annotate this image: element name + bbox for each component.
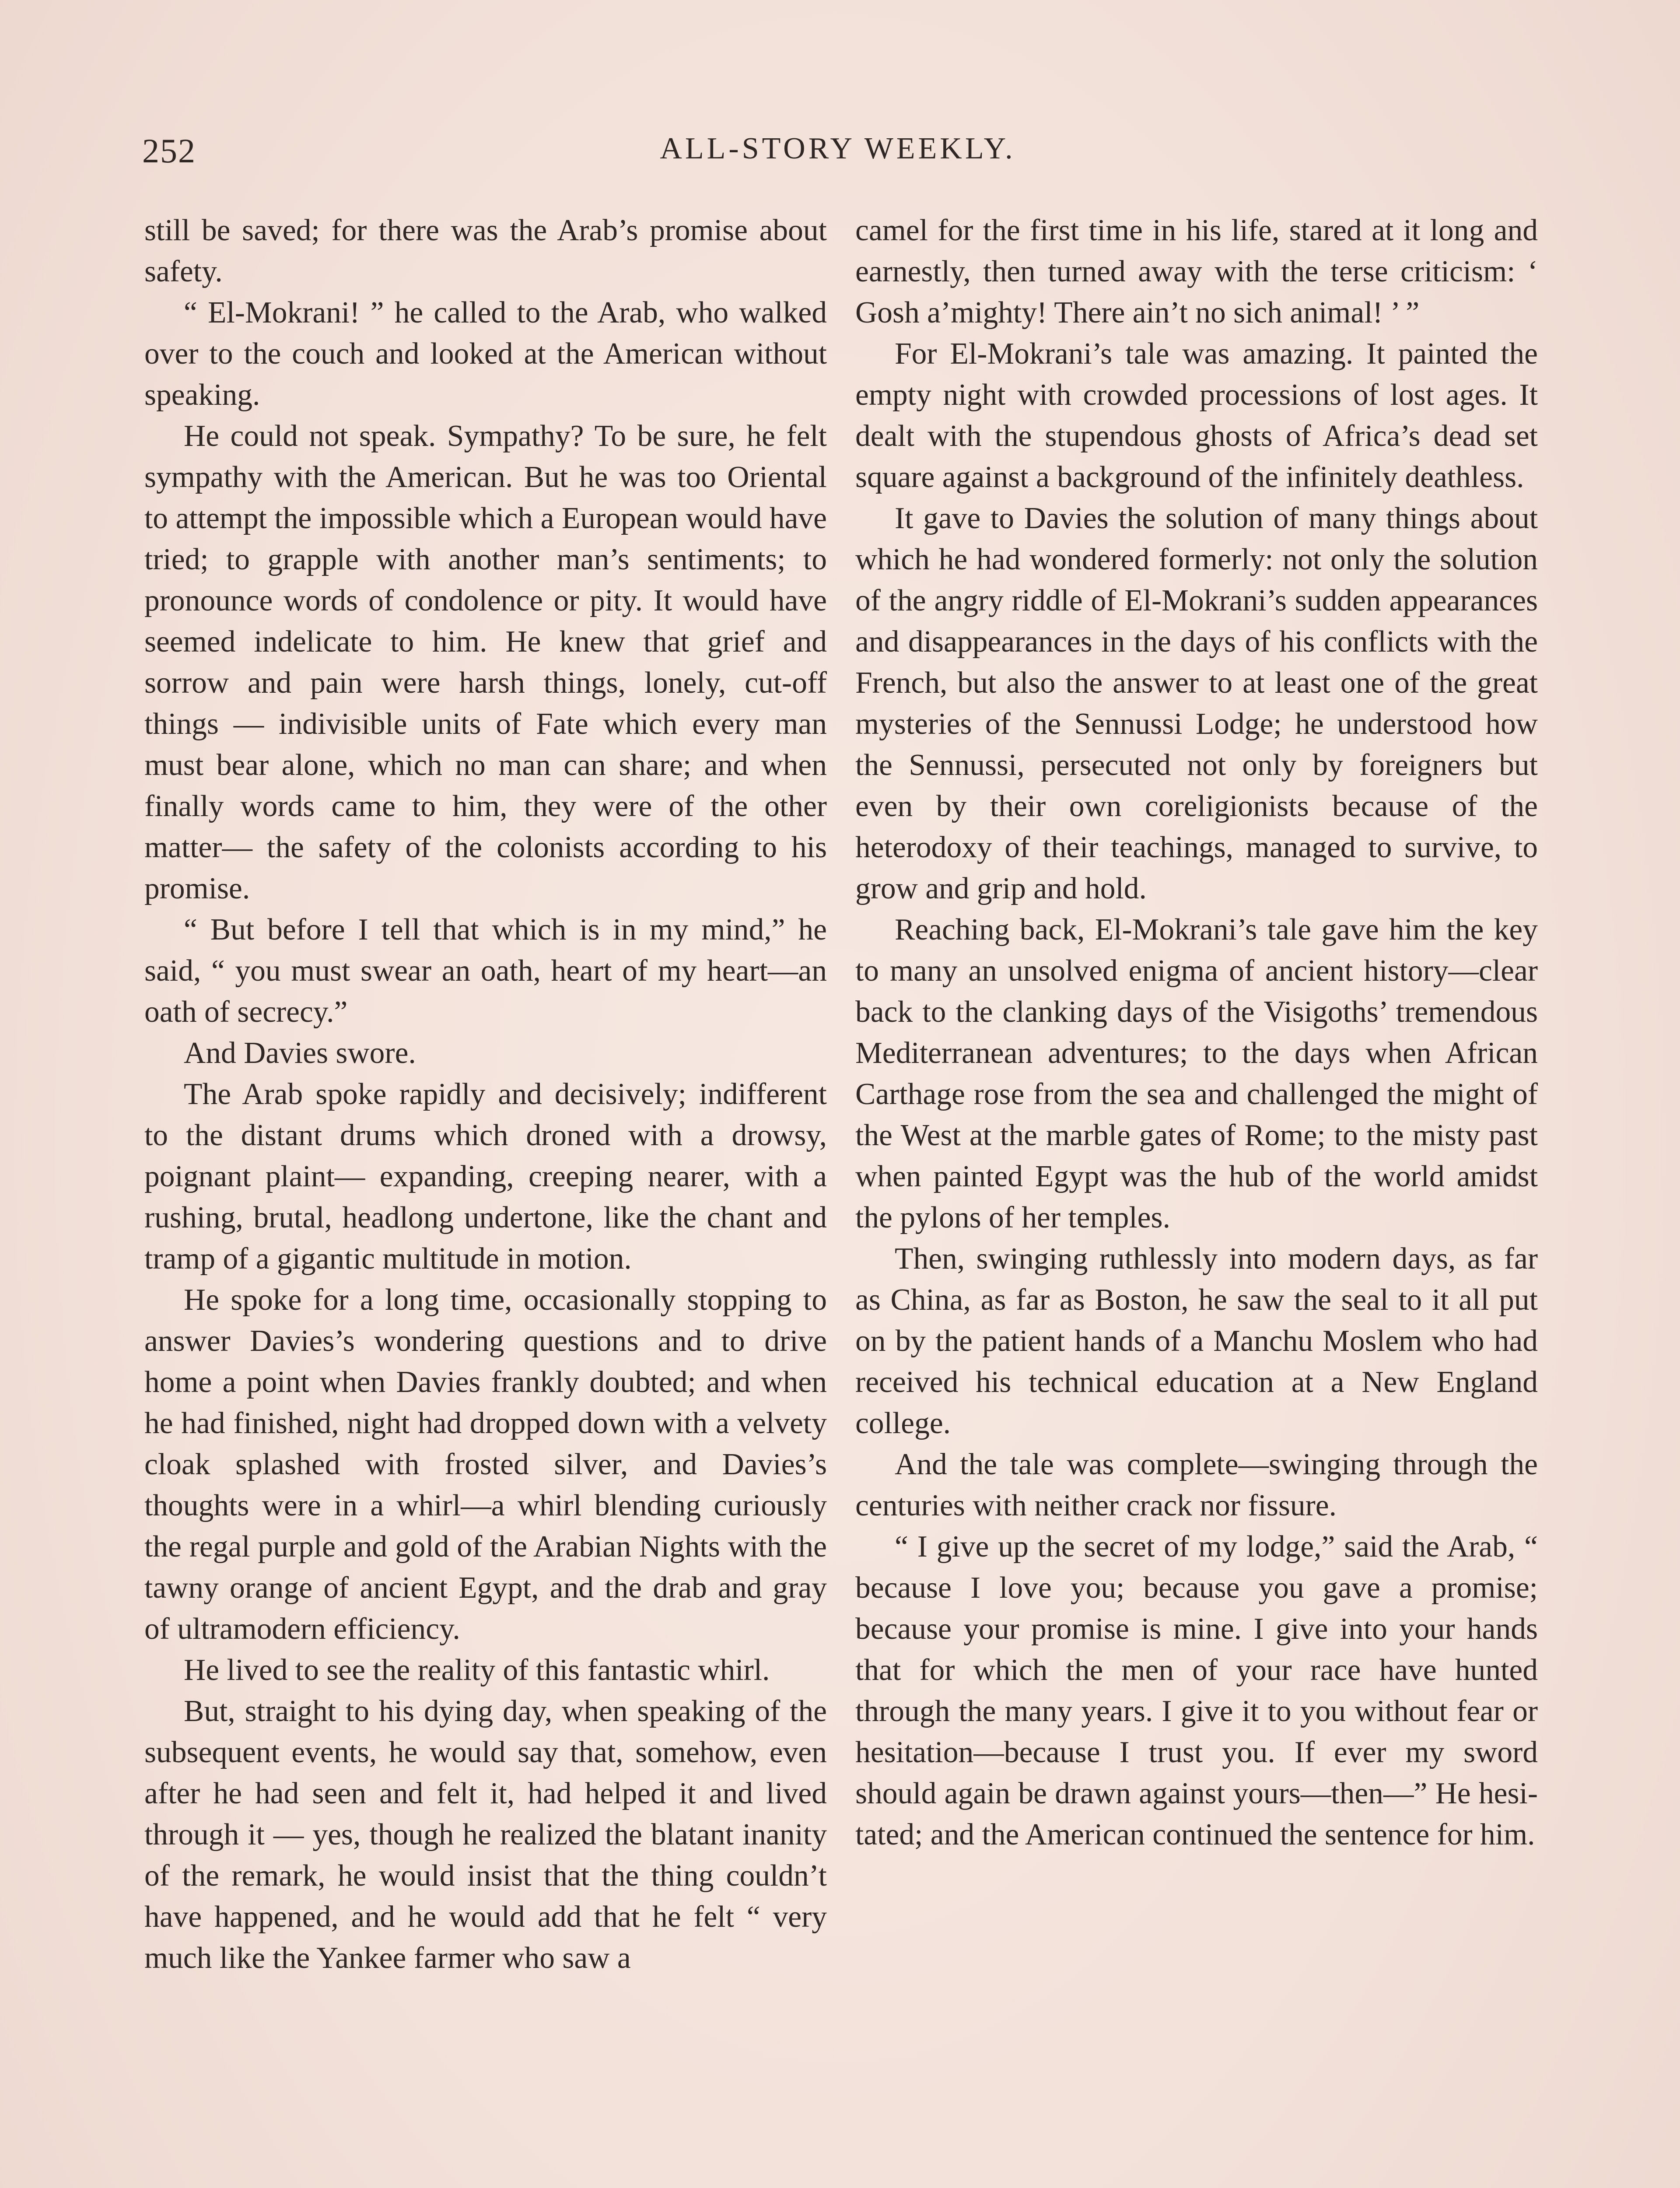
right-column bbox=[855, 210, 1538, 1855]
paragraph: “ El-Mokrani! ” he called to the Arab, who walked over to the couch and looked at the American without speaking. bbox=[144, 296, 827, 412]
paragraph: The Arab spoke rapidly and decisively; indifferent to the distant drums which droned with a drowsy, poignant plaint— expanding, creeping nearer, with a rushing, brutal, headlong undertone, like the chant and tramp of a gigantic multitude in motion. bbox=[144, 1077, 827, 1276]
paragraph: He could not speak. Sympathy? To be sure, he felt sympathy with the American. But he was too Oriental to attempt the impossible which a European would have tried; to grapple with another man’s sentiments; to pronounce words of condolence or pity. It would have seemed indelicate to him. He knew that grief and sorrow and pain were harsh things, lonely, cut-off things — indivisible units of Fate which every man must bear alone, which no man can share; and when finally words came to him, they were of the other matter— the safety of the colonists according to his promise. bbox=[144, 419, 827, 905]
running-title: ALL-STORY WEEKLY. bbox=[660, 132, 1016, 165]
paragraph: He spoke for a long time, occasionally stopping to answer Davies’s wondering questions and to drive home a point when Davies frankly doubted; and when he had finished, night had dropped down with a velvety cloak splashed with frosted silver, and Davies’s thoughts were in a whirl—a whirl blending curiously the regal purple and gold of the Arabian Nights with the tawny orange of ancient Egypt, and the drab and gray of ultramodern efficiency. bbox=[144, 1283, 827, 1646]
paragraph: Then, swinging ruthlessly into modern days, as far as China, as far as Boston, he saw the seal to it all put on by the patient hands of a Manchu Moslem who had received his technical education at a New England college. bbox=[855, 1242, 1538, 1440]
paragraph: “ I give up the secret of my lodge,” said the Arab, “ because I love you; because you gave a promise; because your promise is mine. I give into your hands that for which the men of your race have hunted through the many years. I give it to you without fear or hesitation—because I trust you. If ever my sword should again be drawn against yours—then—” He hesitated; and the American continued the sentence for him. bbox=[855, 1530, 1538, 1851]
paragraph: “ But before I tell that which is in my mind,” he said, “ you must swear an oath, heart of my heart—an oath of secrecy.” bbox=[144, 913, 827, 1029]
page-header bbox=[142, 131, 1533, 179]
paragraph: And Davies swore. bbox=[184, 1036, 416, 1070]
paragraph: And the tale was complete—swinging through the centuries with neither crack nor fissure. bbox=[855, 1448, 1538, 1522]
paragraph: Reaching back, El-Mokrani’s tale gave him the key to many an unsolved enigma of ancient history—clear back to the clanking days of the Visigoths’ tremendous Mediterranean adventures; to the days when African Carthage rose from the sea and challenged the might of the West at the marble gates of Rome; to the misty past when painted Egypt was the hub of the world amidst the pylons of her temples. bbox=[855, 913, 1538, 1234]
paragraph: camel for the first time in his life, stared at it long and earnestly, then turned away with the terse criticism: ‘ Gosh a’mighty! There ain’t no sich animal! ’ ” bbox=[855, 214, 1538, 330]
left-column bbox=[144, 210, 827, 1979]
paragraph: It gave to Davies the solution of many things about which he had wondered formerly: not only the solution of the angry riddle of El-Mokrani’s sudden appearances and disappearances in the days of his conflicts with the French, but also the answer to at least one of the great mysteries of the Sennussi Lodge; he understood how the Sennussi, persecuted not only by foreigners but even by their own coreligionists because of the heterodoxy of their teachings, managed to survive, to grow and grip and hold. bbox=[855, 501, 1538, 905]
page-number: 252 bbox=[142, 132, 196, 170]
paragraph: For El-Mokrani’s tale was amazing. It painted the empty night with crowded processions of lost ages. It dealt with the stupendous ghosts of Africa’s dead set square against a background of the infinitely deathless. bbox=[855, 337, 1538, 494]
paragraph: He lived to see the reality of this fantastic whirl. bbox=[184, 1653, 770, 1687]
paragraph: still be saved; for there was the Arab’s promise about safety. bbox=[144, 214, 827, 288]
paragraph: But, straight to his dying day, when speaking of the subsequent events, he would say that, somehow, even after he had seen and felt it, had helped it and lived through it — yes, though he realized the blatant inanity of the remark, he would insist that the thing couldn’t have happened, and he would add that he felt “ very much like the Yankee farmer who saw a bbox=[144, 1694, 827, 1975]
